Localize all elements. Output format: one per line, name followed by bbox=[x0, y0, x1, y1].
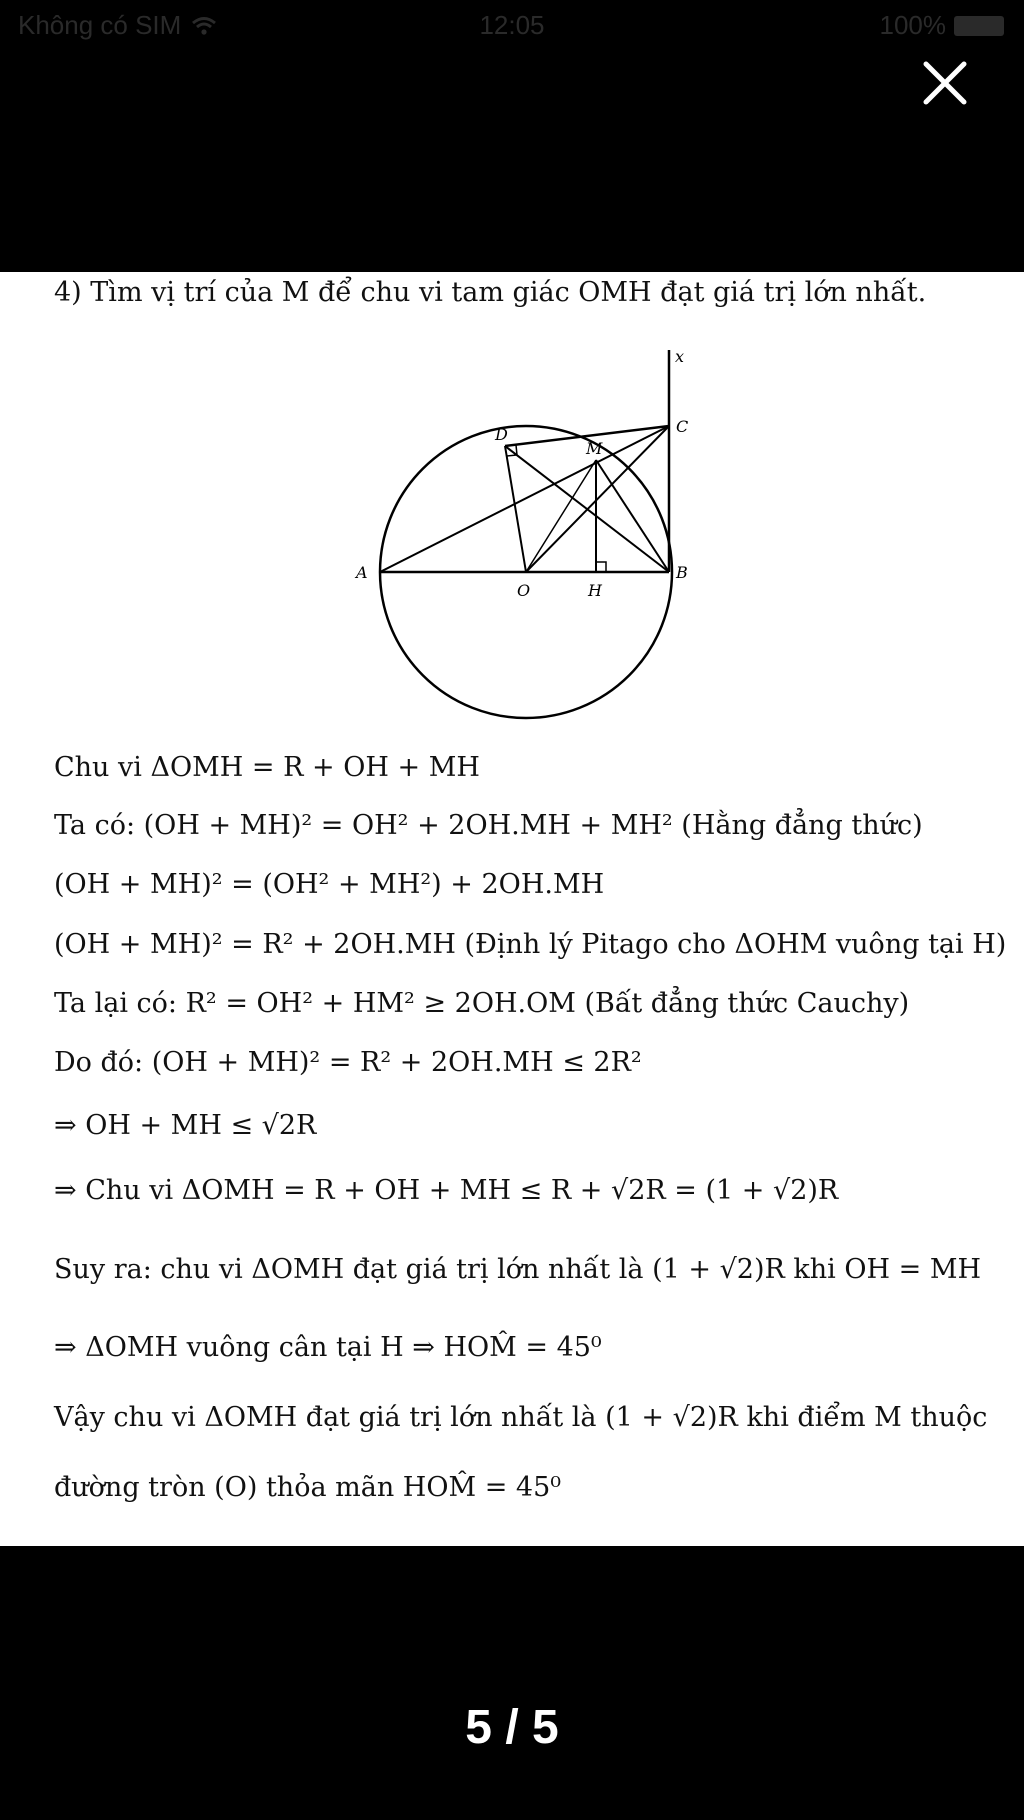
solution-line: (OH + MH)² = R² + 2OH.MH (Định lý Pitago cho ΔOHM vuông tại H) bbox=[54, 929, 1007, 960]
solution-line: Ta lại có: R² = OH² + HM² ≥ 2OH.OM (Bất đẳng thức Cauchy) bbox=[54, 988, 910, 1019]
segment-od bbox=[505, 446, 526, 572]
label-m: M bbox=[586, 439, 603, 458]
label-x: x bbox=[675, 347, 685, 366]
document-page bbox=[0, 272, 1024, 1546]
label-a: A bbox=[356, 563, 368, 582]
battery-percent: 100% bbox=[879, 10, 946, 40]
geometry-figure bbox=[0, 340, 1024, 760]
close-icon[interactable] bbox=[920, 58, 970, 108]
solution-line: (OH + MH)² = (OH² + MH²) + 2OH.MH bbox=[54, 869, 605, 900]
problem-statement: 4) Tìm vị trí của M để chu vi tam giác OMH đạt giá trị lớn nhất. bbox=[54, 277, 927, 308]
solution-line: Vậy chu vi ΔOMH đạt giá trị lớn nhất là (1 + √2)R khi điểm M thuộc bbox=[54, 1402, 988, 1433]
solution-line: đường tròn (O) thỏa mãn HOM̂ = 45⁰ bbox=[54, 1472, 562, 1503]
page-counter: 5 / 5 bbox=[465, 1701, 559, 1754]
right-angle-h bbox=[596, 562, 606, 572]
segment-ac bbox=[380, 426, 669, 572]
status-bar bbox=[0, 0, 1024, 52]
label-h: H bbox=[588, 581, 602, 600]
solution-line: Do đó: (OH + MH)² = R² + 2OH.MH ≤ 2R² bbox=[54, 1047, 642, 1078]
label-b: B bbox=[676, 563, 688, 582]
solution-line: ⇒ Chu vi ΔOMH = R + OH + MH ≤ R + √2R = (1 + √2)R bbox=[54, 1175, 839, 1206]
battery-icon bbox=[954, 16, 1004, 36]
carrier-label: Không có SIM bbox=[18, 10, 182, 40]
battery bbox=[880, 10, 1005, 41]
solution-line: Ta có: (OH + MH)² = OH² + 2OH.MH + MH² (Hằng đẳng thức) bbox=[54, 810, 923, 841]
label-d: D bbox=[495, 425, 508, 444]
label-o: O bbox=[517, 581, 531, 600]
segment-mo bbox=[526, 460, 596, 572]
segment-db bbox=[505, 446, 669, 572]
label-c: C bbox=[676, 417, 689, 436]
solution-line: Chu vi ΔOMH = R + OH + MH bbox=[54, 752, 480, 783]
clock: 12:05 bbox=[479, 10, 545, 40]
solution-line: ⇒ ΔOMH vuông cân tại H ⇒ HOM̂ = 45⁰ bbox=[54, 1332, 602, 1363]
solution-line: ⇒ OH + MH ≤ √2R bbox=[54, 1110, 317, 1141]
solution-line: Suy ra: chu vi ΔOMH đạt giá trị lớn nhất là (1 + √2)R khi OH = MH bbox=[54, 1254, 982, 1285]
segment-mb bbox=[596, 460, 669, 572]
